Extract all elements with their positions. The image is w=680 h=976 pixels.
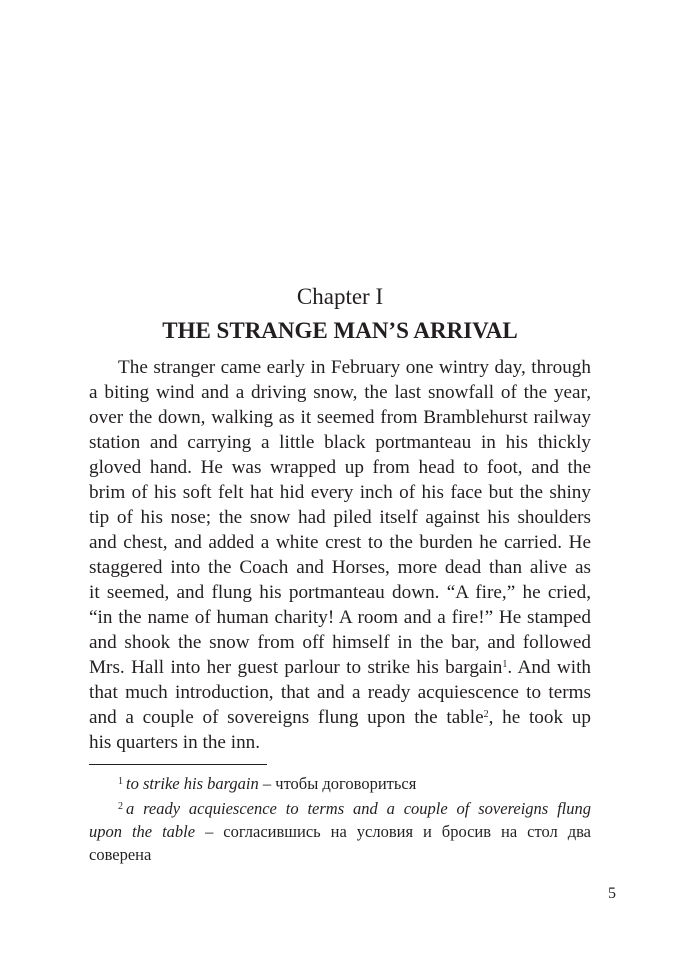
chapter-number: Chapter I (296, 284, 384, 309)
body-line: over the down, walking as it seemed from Bramblehurst railway (89, 407, 591, 428)
footnote-phrase: a ready acquiescence to terms and a couple of sovereigns flung (126, 799, 591, 818)
body-line: that much introduction, that and a ready acquiescence to terms (89, 682, 591, 703)
body-line: “in the name of human charity! A room and a fire!” He stamped (89, 607, 591, 628)
footnote-ref-1[interactable]: 1 (502, 659, 508, 670)
footnotes (89, 770, 591, 866)
body-line: gloved hand. He was wrapped up from head to foot, and the (89, 457, 591, 478)
body-line-footnote-1 (89, 655, 591, 680)
body-line: tip of his nose; the snow had piled itself against his shoulders (89, 507, 591, 528)
footnote-2-line-2 (89, 820, 591, 843)
body-text-segment: and a couple of sovereigns flung upon the table (89, 707, 484, 728)
chapter-body (89, 355, 591, 755)
page-number: 5 (608, 885, 616, 902)
body-text-segment: . And with (507, 657, 591, 678)
body-text-segment: Mrs. Hall into her guest parlour to strike his bargain (89, 657, 503, 678)
footnote-1 (89, 770, 591, 795)
body-line: his quarters in the inn. (89, 732, 261, 753)
body-line: brim of his soft felt hat hid every inch of his face but the shiny (89, 482, 591, 503)
footnote-marker: 2 (118, 801, 123, 812)
footnote-translation: – согласившись на условия и бросив на стол два (195, 822, 591, 841)
body-line: it seemed, and flung his portmanteau down. “A fire,” he cried, (89, 582, 591, 603)
body-line: staggered into the Coach and Horses, more dead than alive as (89, 557, 591, 578)
footnote-divider (89, 764, 267, 765)
body-line: and chest, and added a white crest to the burden he carried. He (89, 532, 591, 553)
body-line: The stranger came early in February one wintry day, through (118, 357, 591, 378)
footnote-translation: – чтобы договориться (258, 774, 417, 793)
body-line-footnote-2 (89, 705, 591, 730)
footnote-phrase: upon the table (89, 822, 196, 841)
body-text-segment: , he took up (488, 707, 591, 728)
footnote-phrase: to strike his bargain (126, 774, 259, 793)
body-line: station and carrying a little black portmanteau in his thickly (89, 432, 591, 453)
footnote-ref-2[interactable]: 2 (483, 709, 489, 720)
chapter-title: THE STRANGE MAN’S ARRIVAL (162, 318, 518, 343)
body-line: a biting wind and a driving snow, the last snowfall of the year, (89, 382, 591, 403)
footnote-2-line-3: соверена (89, 845, 152, 864)
footnote-marker: 1 (118, 776, 123, 787)
body-line: and shook the snow from off himself in the bar, and followed (89, 632, 591, 653)
footnote-2-line-1 (89, 795, 591, 820)
